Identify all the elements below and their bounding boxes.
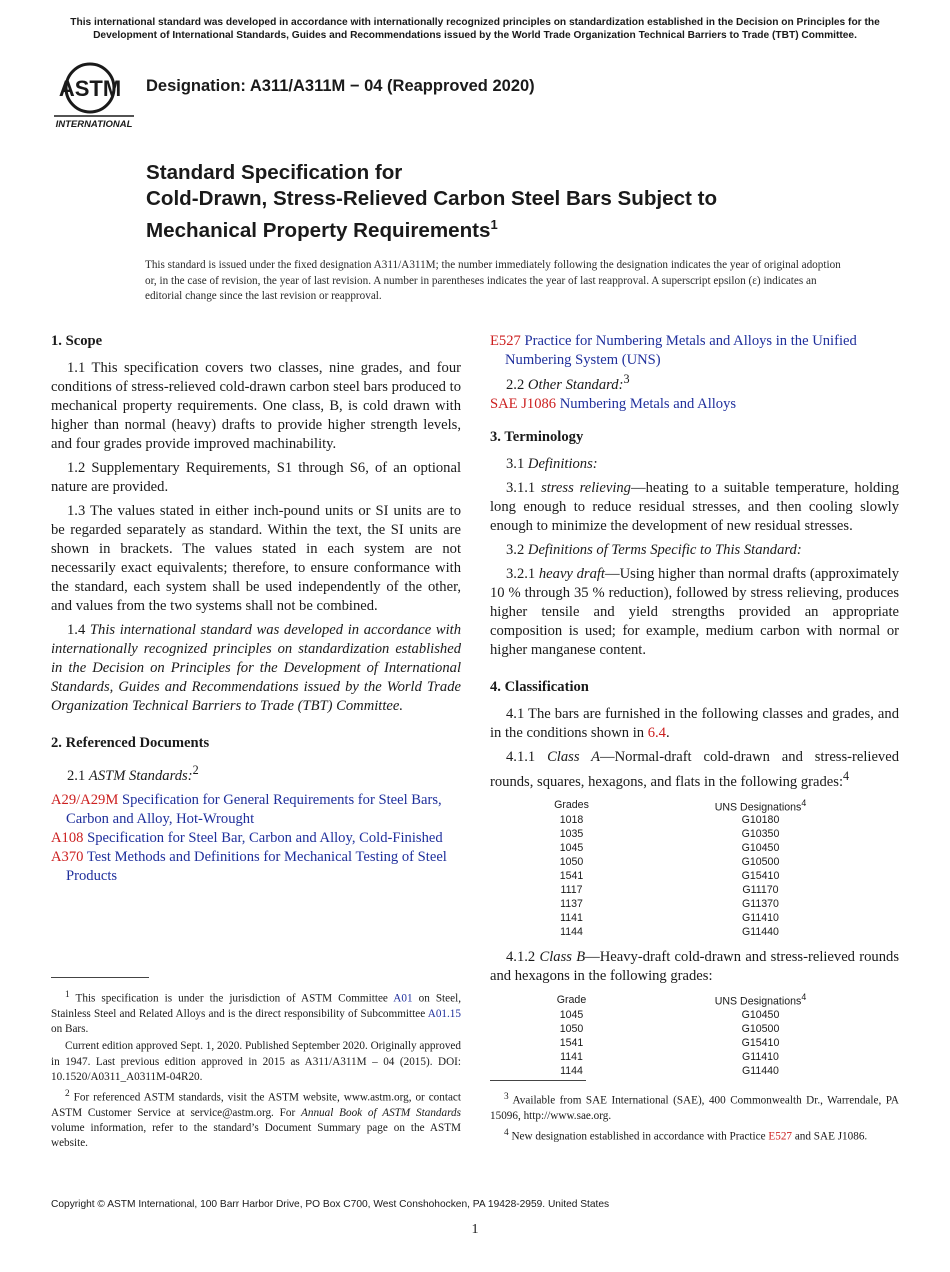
ref-a29-title[interactable]: Specification for General Requirements for Steel Bars, Carbon and Alloy, Hot-Wrought xyxy=(66,791,442,827)
classification-heading: 4. Classification xyxy=(490,678,589,695)
footnote-e527-link[interactable]: E527 xyxy=(768,1130,793,1143)
table-row: 1045 G10450 xyxy=(559,842,780,855)
footnote-2: $^2$ For referenced ASTM standards, visit the ASTM website, www.astm.org, or contact ASTM Customer Service at service@astm.org. For Annual Book of ASTM Standards volume information, refer to the standard’s Document Summary page on the ASTM website. xyxy=(51,1088,461,1150)
scope-para-1-4: 1.4 This international standard was developed in accordance with internationally recognized principles on standardization established in the Decision on Principles for the Development of International Standards, Guides and Recommendations issued by the World Trade Organization Technical Barriers to Trade (TBT) Committee. xyxy=(51,622,462,714)
logo-subtext: INTERNATIONAL xyxy=(55,119,133,130)
other-standard-label: 2.2 Other Standard:$^3$ xyxy=(506,372,630,393)
footnotes-left xyxy=(51,988,461,1154)
ref-sae-title[interactable]: Numbering Metals and Alloys xyxy=(559,395,737,412)
footnote-rule-right xyxy=(490,1080,586,1081)
referenced-heading: 2. Referenced Documents xyxy=(51,735,210,751)
class-a-grades-table xyxy=(490,797,868,940)
terminology-heading: 3. Terminology xyxy=(490,428,584,445)
table-row: 1541 G15410 xyxy=(559,870,780,883)
table-row: 1117 G11170 xyxy=(560,884,779,897)
astm-standards-label: 2.1 ASTM Standards:$^2$ xyxy=(67,763,199,784)
class-b-para: 4.1.2 Class B—Heavy-draft cold-drawn and stress-relieved rounds and hexagons in the following grades: xyxy=(490,949,899,985)
table-row: 1541 G15410 xyxy=(559,1036,780,1049)
ref-a370-code[interactable]: A370 xyxy=(51,848,84,865)
logo-letters: ASTM xyxy=(58,76,122,101)
title-line-2: Cold-Drawn, Stress-Relieved Carbon Steel Bars Subject to xyxy=(146,187,718,210)
document-title xyxy=(146,160,866,244)
ref-a108-title[interactable]: Specification for Steel Bar, Carbon and Alloy, Cold-Finished xyxy=(87,829,443,846)
top-notice: This international standard was developed in accordance with internationally recognized principles on standardization established in the Decision on Principles for the Development of International Standards, Guides and Recommendations issued by the World Trade Organization Technical Barriers to Trade (TBT) Committee. xyxy=(70,17,880,41)
astm-logo xyxy=(52,58,136,132)
ref-a370-title[interactable]: Test Methods and Definitions for Mechanical Testing of Steel Products xyxy=(66,848,447,884)
copyright: Copyright © ASTM International, 100 Barr Harbor Drive, PO Box C700, West Conshohocken, PA 19428-2959. United States xyxy=(51,1199,610,1210)
def-heavy-draft: 3.2.1 heavy draft—Using higher than normal drafts (approximately 10 % through 35 % reduction), followed by stress relieving, produces higher tensile and yield strengths provided an appropriate composition is used; for example, medium carbon with normal or higher manganese content. xyxy=(490,565,900,658)
table-b-header-uns: UNS Designations$^4$ xyxy=(714,992,807,1008)
definitions-specific-label: 3.2 Definitions of Terms Specific to This Standard: xyxy=(506,541,802,558)
classification-para-4-1: 4.1 The bars are furnished in the following classes and grades, and in the conditions shown in 6.4. xyxy=(490,705,899,741)
table-row: 1141 G11410 xyxy=(560,912,779,925)
ref-a29[interactable] xyxy=(51,791,461,829)
ref-a108[interactable] xyxy=(51,829,461,848)
title-line-3: Mechanical Property Requirements$^1$ xyxy=(146,217,498,242)
section-6-4-link[interactable]: 6.4 xyxy=(647,724,666,741)
table-row: 1144 G11440 xyxy=(560,926,779,939)
footnote-1-edition: Current edition approved Sept. 1, 2020. Published September 2020. Originally approved in 1947. Last previous edition approved in 2015 as A311/A311M – 04 (2015). DOI: 10.1520/A0311_A0311M-04R20. xyxy=(51,1040,461,1083)
footnote-3: $^3$ Available from SAE International (SAE), 400 Commonwealth Dr., Warrendale, PA 15096, http://www.sae.org. xyxy=(490,1092,899,1122)
ref-a370[interactable] xyxy=(51,848,461,886)
def-stress-relieving: 3.1.1 stress relieving—heating to a suitable temperature, holding long enough to reduce residual stresses, and then cooling slowly enough to minimize the development of new residual stresses. xyxy=(490,479,899,534)
title-line-1: Standard Specification for xyxy=(146,161,403,184)
ref-e527-code[interactable]: E527 xyxy=(490,333,521,349)
table-row: 1050 G10500 xyxy=(559,856,780,869)
ref-sae-code[interactable]: SAE J1086 xyxy=(490,395,557,412)
ref-e527[interactable] xyxy=(490,332,899,370)
table-row: 1035 G10350 xyxy=(559,828,780,841)
class-b-grades-table xyxy=(490,991,868,1078)
table-row: 1141 G11410 xyxy=(560,1050,779,1063)
table-a-header-uns: UNS Designations$^4$ xyxy=(714,797,807,814)
ref-e527-title[interactable]: Practice for Numbering Metals and Alloys in the Unified Numbering System (UNS) xyxy=(505,333,857,368)
designation: Designation: A311/A311M − 04 (Reapproved 2020) xyxy=(146,77,535,95)
table-row: 1144 G11440 xyxy=(560,1064,779,1077)
issue-note: This standard is issued under the fixed designation A311/A311M; the number immediately following the designation indicates the year of original adoption or, in the case of revision, the year of last revision. A number in parentheses indicates the year of last reapproval. A superscript epsilon (ε) indicates an editorial change since the last revision or reapproval. xyxy=(145,259,841,302)
scope-heading: 1. Scope xyxy=(51,333,103,349)
ref-a29-code[interactable]: A29/A29M xyxy=(51,791,119,808)
title-footnote-mark: 1 xyxy=(490,217,498,232)
table-row: 1050 G10500 xyxy=(559,1022,780,1035)
subcommittee-a01-15-link[interactable]: A01.15 xyxy=(427,1007,461,1020)
ref-sae-j1086[interactable] xyxy=(490,395,899,414)
scope-para-1-1: 1.1 This specification covers two classes, nine grades, and four conditions of stress-relieved cold-drawn carbon steel bars produced to mechanical property requirements. One class, B, is cold drawn with higher than normal (heavy) drafts to provide higher strength levels, and four grades provide improved machinability. xyxy=(51,360,461,452)
table-row: 1137 G11370 xyxy=(560,898,779,911)
table-row: 1018 G10180 xyxy=(559,814,780,827)
right-column xyxy=(490,332,899,1087)
table-a-header-grades: Grades xyxy=(554,798,589,811)
footnote-4: $^4$ New designation established in accordance with Practice E527 and SAE J1086. xyxy=(504,1128,868,1143)
class-a-para: 4.1.1 Class A—Normal-draft cold-drawn and stress-relieved rounds, squares, hexagons, and flats in the following grades:$^4$ xyxy=(490,748,900,790)
astm-logo-icon xyxy=(52,58,136,132)
footnote-rule-left xyxy=(51,977,149,978)
table-row: 1045 G10450 xyxy=(559,1008,780,1021)
footnote-1: $^1$ This specification is under the jurisdiction of ASTM Committee A01 on Steel, Stainless Steel and Related Alloys and is the direct responsibility of Subcommittee A01.15 on Bars. xyxy=(51,990,461,1036)
table-b-header-grade: Grade xyxy=(556,993,587,1006)
committee-a01-link[interactable]: A01 xyxy=(393,992,413,1005)
scope-para-1-3: 1.3 The values stated in either inch-pound units or SI units are to be regarded separately as standard. Within the text, the SI units are shown in brackets. The values stated in each system are not necessarily exact equivalents; therefore, to ensure conformance with the standard, each system shall be used independently of the other, and values from the two systems shall not be combined. xyxy=(51,503,461,614)
footnotes-right xyxy=(490,1090,899,1147)
left-column xyxy=(51,332,461,886)
scope-para-1-2: 1.2 Supplementary Requirements, S1 through S6, of an optional nature are provided. xyxy=(51,460,461,495)
definitions-label: 3.1 Definitions: xyxy=(506,455,598,472)
page-number: 1 xyxy=(471,1222,479,1237)
ref-a108-code[interactable]: A108 xyxy=(51,829,84,846)
